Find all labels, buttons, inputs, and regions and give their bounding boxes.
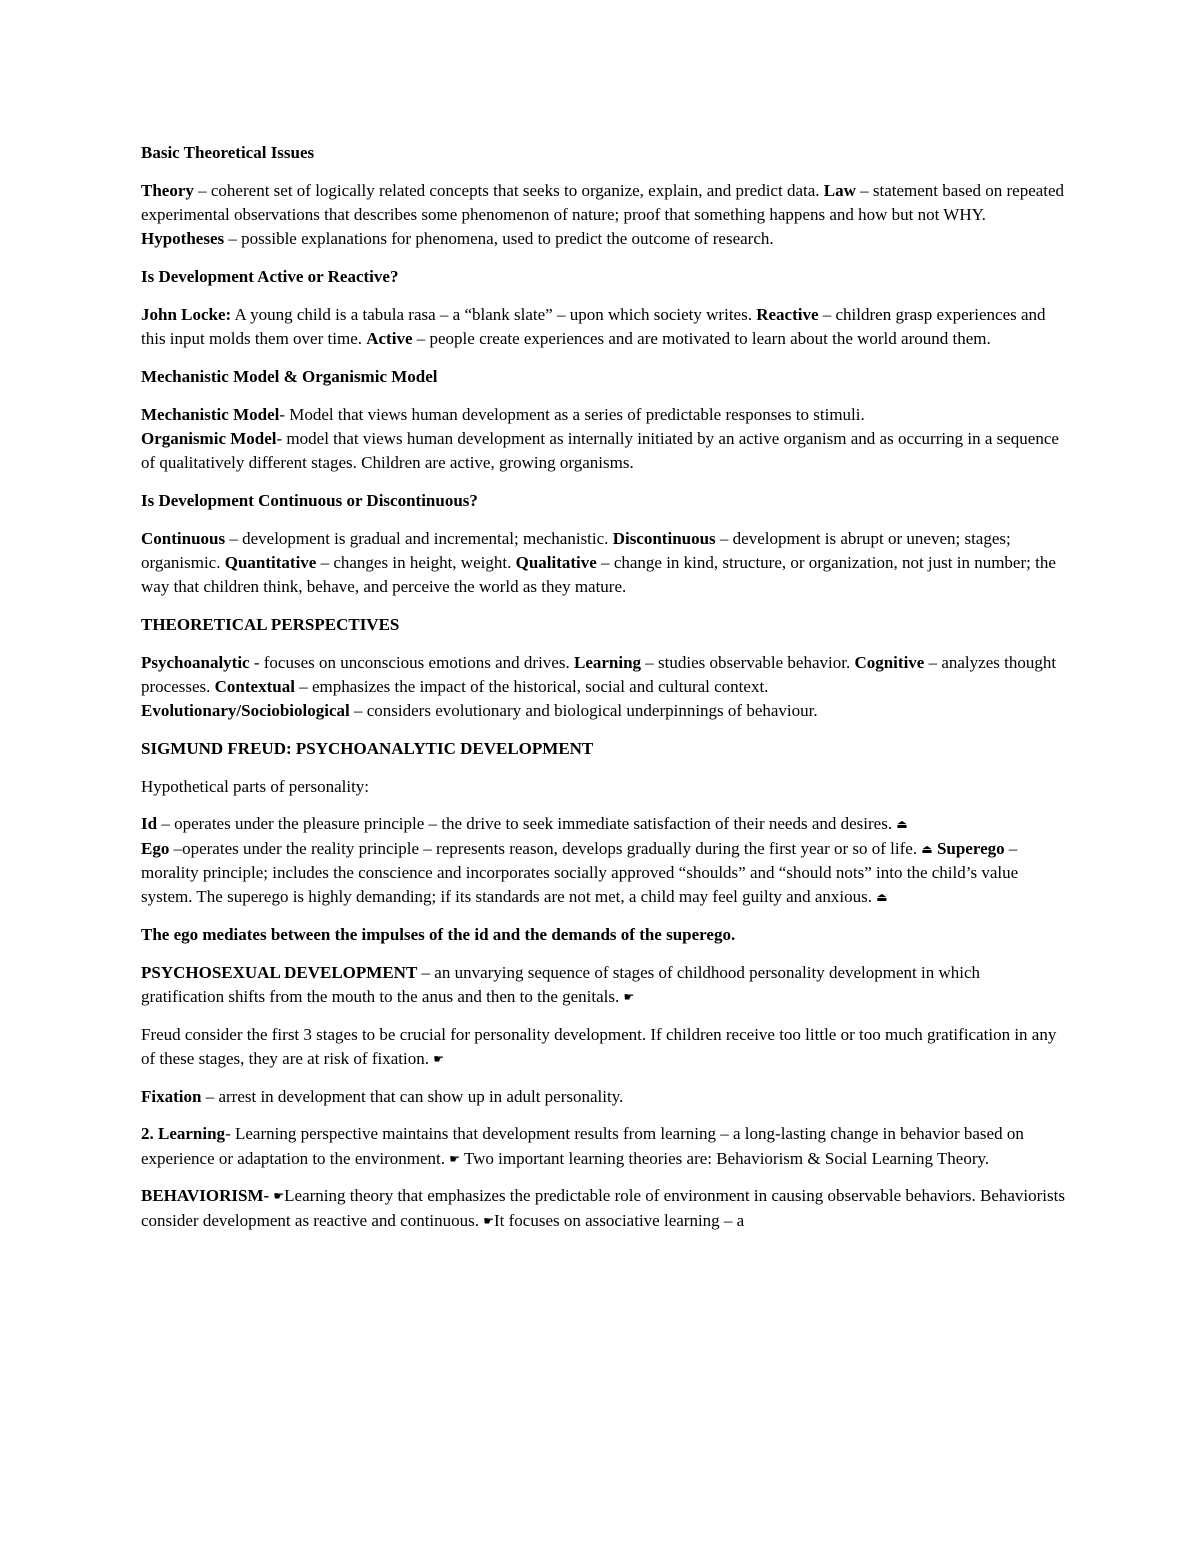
- paragraph-ego-mediates: The ego mediates between the impulses of the id and the demands of the superego.: [141, 924, 736, 944]
- bullet-triangle-icon: ⏏: [896, 817, 908, 832]
- heading-continuous: Is Development Continuous or Discontinuous?: [141, 490, 478, 510]
- heading-active-reactive: Is Development Active or Reactive?: [141, 267, 399, 286]
- pointing-hand-icon: ☛: [483, 1213, 495, 1228]
- paragraph-theory: Theory – coherent set of logically related concepts that seeks to organize, explain, and predict data. Law – statement based on repeated experimental observations that describes some phenomenon of nature; proof that something happens and how but not WHY. Hypotheses – possible explanations for phenomena, used to predict the outcome of research.: [141, 180, 1065, 249]
- paragraph-psychosexual: PSYCHOSEXUAL DEVELOPMENT – an unvarying sequence of stages of childhood personality development in which gratification shifts from the mouth to the anus and then to the genitals. ☛: [141, 961, 1066, 1009]
- pointing-hand-icon: ☛: [623, 989, 635, 1004]
- pointing-hand-icon: ☛: [273, 1189, 285, 1204]
- paragraph-locke: John Locke: A young child is a tabula rasa – a “blank slate” – upon which society writes. Reactive – children grasp experiences and this input molds them over time. Active – people create experiences and are motivated to learn about the world around them.: [141, 304, 1046, 348]
- paragraph-fixation: Fixation – arrest in development that can show up in adult personality.: [141, 1086, 624, 1106]
- heading-models: Mechanistic Model & Organismic Model: [141, 366, 438, 386]
- document-body: [141, 141, 1066, 1246]
- paragraph-hypothetical: Hypothetical parts of personality:: [141, 776, 370, 796]
- paragraph-continuous: Continuous – development is gradual and incremental; mechanistic. Discontinuous – development is abrupt or uneven; stages; organismic. Quantitative – changes in height, weight. Qualitative – change in kind, structure, or organization, not just in number; the way that children think, behave, and perceive the world as they mature.: [141, 528, 1056, 596]
- paragraph-perspectives: Psychoanalytic - focuses on unconscious emotions and drives. Learning – studies observable behavior. Cognitive – analyzes thought processes. Contextual – emphasizes the impact of the historical, social and cultural context. Evolutionary/Sociobiological – considers evolutionary and biological underpinnings of behaviour.: [141, 652, 1057, 720]
- pointing-hand-icon: ☛: [449, 1151, 461, 1166]
- heading-freud: SIGMUND FREUD: PSYCHOANALYTIC DEVELOPMENT: [141, 738, 594, 758]
- heading-basic-issues: Basic Theoretical Issues: [141, 143, 315, 162]
- bullet-triangle-icon: ⏏: [876, 890, 888, 904]
- pointing-hand-icon: ☛: [433, 1051, 444, 1066]
- heading-perspectives: THEORETICAL PERSPECTIVES: [141, 614, 400, 634]
- paragraph-first-three-stages: Freud consider the first 3 stages to be crucial for personality development. If children receive too little or too much gratification in any of these stages, they are at risk of fixation. ☛: [141, 1023, 1066, 1071]
- paragraph-learning: 2. Learning- Learning perspective maintains that development results from learning – a long-lasting change in behavior based on experience or adaptation to the environment. ☛ Two important learning theories are: Behaviorism & Social Learning Theory.: [141, 1122, 1066, 1170]
- bullet-triangle-icon: ⏏: [921, 841, 933, 856]
- paragraph-behaviorism: BEHAVIORISM- ☛Learning theory that emphasizes the predictable role of environment in causing observable behaviors. Behaviorists consider development as reactive and continuous. ☛It focuses on associative learning – a: [141, 1184, 1066, 1232]
- paragraph-id-ego-superego: Id – operates under the pleasure principle – the drive to seek immediate satisfaction of their needs and desires. ⏏ Ego –operates under the reality principle – represents reason, develops gradually during the first year or so of life. ⏏ Superego – morality principle; includes the conscience and incorporates socially approved “shoulds” and “should nots” into the child’s value system. The superego is highly demanding; if its standards are not met, a child may feel guilty and anxious. ⏏: [141, 812, 1066, 909]
- paragraph-models: Mechanistic Model- Model that views human development as a series of predictable responses to stimuli. Organismic Model- model that views human development as internally initiated by an active organism and as occurring in a sequence of qualitatively different stages. Children are active, growing organisms.: [141, 404, 1059, 472]
